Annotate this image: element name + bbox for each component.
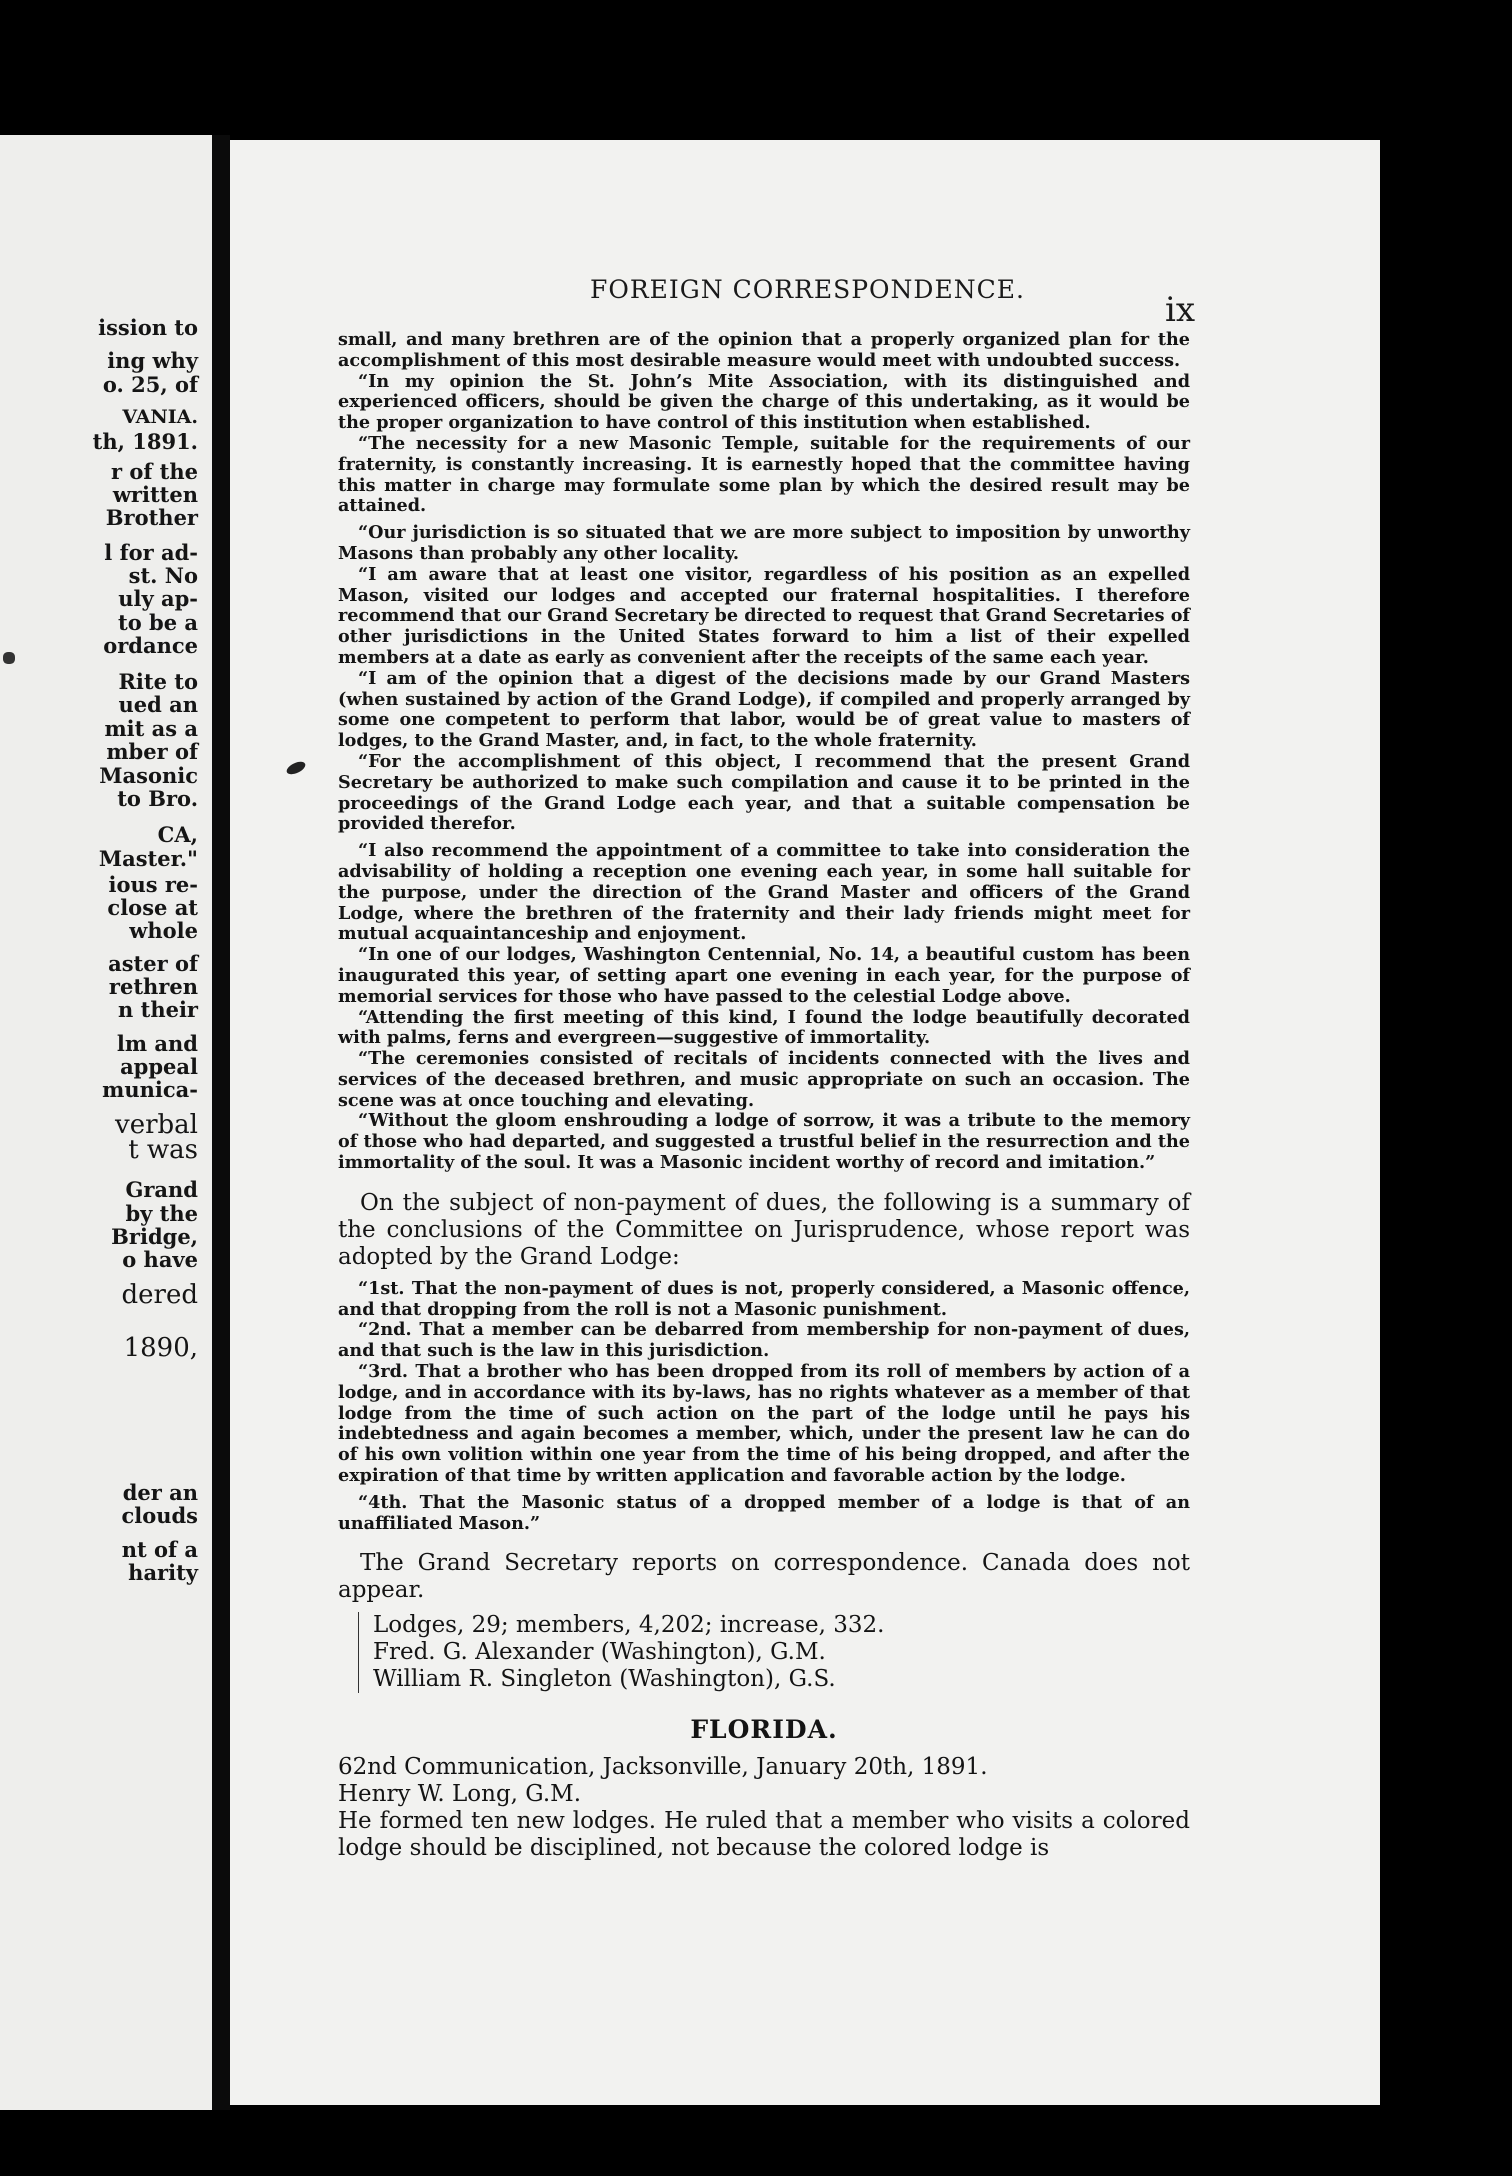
left-page-fragment: der an [122,1480,198,1505]
left-page-fragment: Grand [125,1177,198,1202]
quote-paragraph: “I also recommend the appointment of a committee to take into consideration the advisability of holding a reception one evening each year, in some hall suitable for the purpose, under the direction of the Grand Master and officers of the Grand Lodge, where the brethren of the fraternity and their lady friends might meet for mutual acquaintanceship and enjoyment. [338,840,1190,945]
conclusion-paragraph: “4th. That the Masonic status of a dropped member of a lodge is that of an unaffiliated Mason.” [338,1491,1190,1534]
left-page-fragment: clouds [121,1503,198,1528]
book-gutter [212,135,230,2110]
left-page-fragment: aster of [108,951,198,976]
right-page [230,140,1380,2105]
left-page-fragment: dered [121,1280,198,1310]
quote-paragraph: “I am aware that at least one visitor, regardless of his position as an expelled Mason, visited our lodges and accepted our fraternal hospitalities. I therefore recommend that our Grand Secretary be directed to request that Grand Secretaries of other jurisdictions in the United States forward to him a list of their expelled members at a date as early as convenient after the receipts of the same each year. [338,563,1190,668]
left-page-margin [0,135,212,2110]
left-page-fragment: o have [122,1247,198,1272]
left-page-fragment: uly ap- [118,586,198,611]
conclusion-paragraph: “1st. That the non-payment of dues is not, properly considered, a Masonic offence, and that dropping from the roll is not a Masonic punishment. [338,1277,1190,1320]
running-head: FOREIGN CORRESPONDENCE. [590,275,1025,304]
quote-paragraph: “The necessity for a new Masonic Temple, suitable for the requirements of our fraternity, is constantly increasing. It is earnestly hoped that the committee having this matter in charge may formulate some plan by which the desired result may be attained. [338,432,1190,517]
left-page-fragment: Rite to [118,669,198,694]
dues-summary-paragraph: On the subject of non-payment of dues, the following is a summary of the conclusions of the Committee on Jurisprudence, whose report was adopted by the Grand Lodge: [338,1189,1190,1270]
communication-line: 62nd Communication, Jacksonville, January 20th, 1891. [338,1754,988,1781]
left-page-fragment: l for ad- [104,540,198,565]
left-page-fragment: ission to [98,315,198,340]
left-page-fragment: st. No [128,563,198,588]
left-page-fragment: mit as a [104,716,198,741]
grand-master-line: Henry W. Long, G.M. [338,1781,582,1808]
quote-paragraph: “For the accomplishment of this object, I recommend that the present Grand Secretary be authorized to make such compilation and cause it to be printed in the proceedings of the Grand Lodge each year, and that a suitable compensation be provided therefor. [338,750,1190,835]
quoted-address [338,330,1190,1174]
quote-paragraph: “Our jurisdiction is so situated that we are more subject to imposition by unworthy Masons than probably any other locality. [338,522,1190,564]
left-page-fragment: nt of a [121,1537,198,1562]
left-page-fragment: mber of [106,739,198,764]
florida-body-paragraph: He formed ten new lodges. He ruled that a member who visits a colored lodge should be disciplined, not because the colored lodge is [338,1808,1190,1862]
left-page-fragment: rethren [108,974,198,999]
stats-line: Fred. G. Alexander (Washington), G.M. [373,1639,826,1666]
ink-blot [285,759,307,777]
left-page-fragment: Brother [105,505,198,530]
left-page-fragment: written [112,482,198,507]
left-page-fragment: munica- [102,1077,198,1102]
left-page-fragment: ued an [118,692,198,717]
quote-paragraph: “In one of our lodges, Washington Centennial, No. 14, a beautiful custom has been inaugurated this year, of setting apart one evening in each year, for the purpose of memorial services for those who have passed to the celestial Lodge above. [338,944,1190,1007]
left-page-fragment: n their [118,997,198,1022]
quote-paragraph: small, and many brethren are of the opinion that a properly organized plan for the accomplishment of this most desirable measure would meet with undoubted success. [338,329,1190,371]
quote-paragraph: “The ceremonies consisted of recitals of incidents connected with the lives and services of the deceased brethren, and music appropriate on such an occasion. The scene was at once touching and elevating. [338,1048,1190,1111]
quote-paragraph: “Attending the first meeting of this kind, I found the lodge beautifully decorated with palms, ferns and evergreen—suggestive of immortality. [338,1006,1190,1049]
left-page-fragment: 1890, [123,1333,198,1363]
left-page-fragment: Masonic [99,763,198,788]
conclusion-paragraph: “3rd. That a brother who has been dropped from its roll of members by action of a lodge, and in accordance with its by-laws, has no rights whatever as a member of that lodge from the time of such action on the part of the lodge until he pays his indebtedness and again becomes a member, which, under the present law he can do of his own volition within one year from the time of his being dropped, and after the expiration of that time by written application and favorable action by the lodge. [338,1361,1190,1487]
ink-blot [3,652,15,664]
left-page-fragment: close at [107,895,198,920]
quote-paragraph: “Without the gloom enshrouding a lodge of sorrow, it was a tribute to the memory of those who had departed, and suggested a trustful belief in the resurrection and the immortality of the soul. It was a Masonic incident worthy of record and imitation.” [338,1110,1190,1174]
section-heading-florida: FLORIDA. [690,1715,838,1745]
left-page-fragment: to Bro. [117,786,198,811]
left-page-fragment: o. 25, of [102,372,198,397]
left-page-fragment: appeal [120,1054,198,1079]
quote-paragraph: “I am of the opinion that a digest of the decisions made by our Grand Masters (when sustained by action of the Grand Lodge), if compiled and properly arranged by some one competent to perform that labor, would be of great value to masters of lodges, to the Grand Master, and, in fact, to the whole fraternity. [338,667,1190,752]
left-page-fragment: to be a [118,610,198,635]
left-page-fragment: CA, [157,822,198,847]
left-page-fragment: th, 1891. [92,429,198,454]
page-number: ix [1165,290,1196,330]
left-page-fragment: Bridge, [111,1224,198,1249]
page-body [338,330,1190,1862]
stats-line: Lodges, 29; members, 4,202; increase, 332. [373,1612,885,1639]
left-page-fragment: ious re- [108,872,198,897]
left-page-fragment: by the [125,1201,198,1226]
left-page-fragment: r of the [110,459,198,484]
left-page-fragment: harity [128,1560,198,1585]
left-page-fragment: whole [129,918,198,943]
left-page-fragment: t was [128,1135,198,1165]
left-page-fragment: VANIA. [122,406,198,428]
lodge-statistics [358,1612,1190,1693]
stats-line: William R. Singleton (Washington), G.S. [373,1666,836,1693]
left-page-fragment: ing why [107,348,198,373]
left-page-fragment: ordance [103,633,198,658]
left-page-fragment: verbal [115,1110,198,1140]
left-page-fragment: Master." [98,846,198,871]
conclusion-paragraph: “2nd. That a member can be debarred from membership for non-payment of dues, and that such is the law in this jurisdiction. [338,1319,1190,1362]
left-page-fragment: lm and [116,1031,198,1056]
quote-paragraph: “In my opinion the St. John’s Mite Association, with its distinguished and experienced officers, should be given the charge of this undertaking, as it would be the proper organization to have control of this institution when established. [338,370,1190,434]
committee-conclusions [338,1279,1190,1535]
secretary-report-paragraph: The Grand Secretary reports on correspondence. Canada does not appear. [338,1550,1190,1604]
